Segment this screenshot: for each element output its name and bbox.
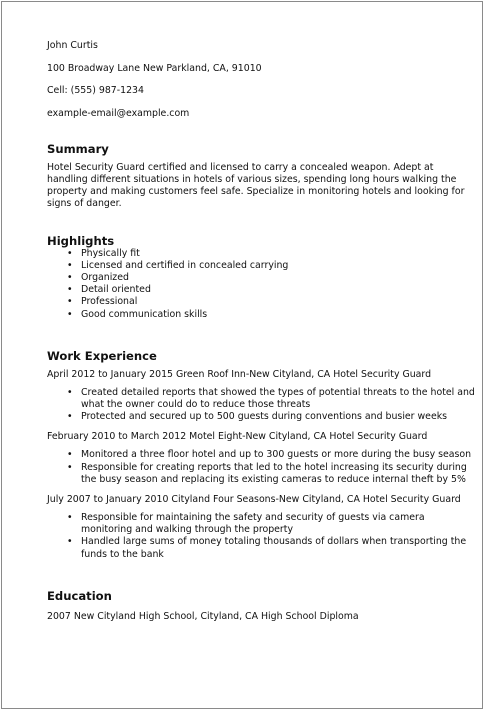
resume-page	[1, 1, 483, 709]
contact-name: John Curtis	[47, 40, 98, 51]
highlight-item: • Licensed and certified in concealed carrying	[81, 260, 477, 272]
job-bullets	[47, 387, 477, 424]
job-bullet: • Protected and secured up to 500 guests during conventions and busier weeks	[81, 411, 477, 423]
job-entry	[47, 431, 477, 486]
job-bullet: • Responsible for maintaining the safety and security of guests via camera monitoring and walking through the property	[81, 512, 477, 536]
job-title-line: July 2007 to January 2010 Cityland Four Seasons-New Cityland, CA Hotel Security Guard	[47, 493, 461, 505]
education-entry: 2007 New Cityland High School, Cityland, CA High School Diploma	[47, 610, 359, 622]
job-title-line: February 2010 to March 2012 Motel Eight-New Cityland, CA Hotel Security Guard	[47, 431, 428, 443]
contact-address: 100 Broadway Lane New Parkland, CA, 91010	[47, 62, 262, 74]
contact-email: example-email@example.com	[47, 107, 190, 119]
highlight-item: • Detail oriented	[81, 284, 477, 296]
highlight-item: • Professional	[81, 296, 477, 308]
job-bullets	[47, 449, 477, 486]
job-bullets	[47, 512, 477, 561]
summary-text: Hotel Security Guard certified and licensed to carry a concealed weapon. Adept at handling different situations in hotels of various sizes, spending long hours walking the property and making customers feel safe. Specialize in monitoring hotels and looking for signs of danger.	[47, 161, 465, 209]
highlights-list	[47, 248, 477, 321]
job-title-line: April 2012 to January 2015 Green Roof Inn-New Cityland, CA Hotel Security Guard	[47, 368, 432, 380]
highlight-item: • Good communication skills	[81, 309, 477, 321]
contact-block	[47, 40, 477, 120]
work-experience-section	[47, 349, 477, 561]
work-experience-heading: Work Experience	[47, 348, 157, 363]
summary-heading: Summary	[47, 141, 109, 156]
job-bullet: • Monitored a three floor hotel and up to 300 guests or more during the busy season	[81, 449, 477, 461]
education-section	[47, 589, 477, 623]
contact-phone: Cell: (555) 987-1234	[47, 85, 144, 96]
resume-content	[47, 40, 477, 623]
summary-section	[47, 142, 477, 210]
highlights-heading: Highlights	[47, 233, 115, 248]
job-bullet: • Responsible for creating reports that led to the hotel increasing its security during the busy season and replacing its existing cameras to reduce internal theft by 5%	[81, 462, 477, 486]
highlight-item: • Organized	[81, 272, 477, 284]
job-bullet: • Created detailed reports that showed the types of potential threats to the hotel and what the owner could do to reduce those threats	[81, 387, 477, 411]
education-heading: Education	[47, 588, 112, 603]
highlight-item: • Physically fit	[81, 248, 477, 260]
highlights-section	[47, 234, 477, 321]
job-bullet: • Handled large sums of money totaling thousands of dollars when transporting the funds to the bank	[81, 536, 477, 560]
job-entry	[47, 494, 477, 561]
job-entry	[47, 369, 477, 424]
